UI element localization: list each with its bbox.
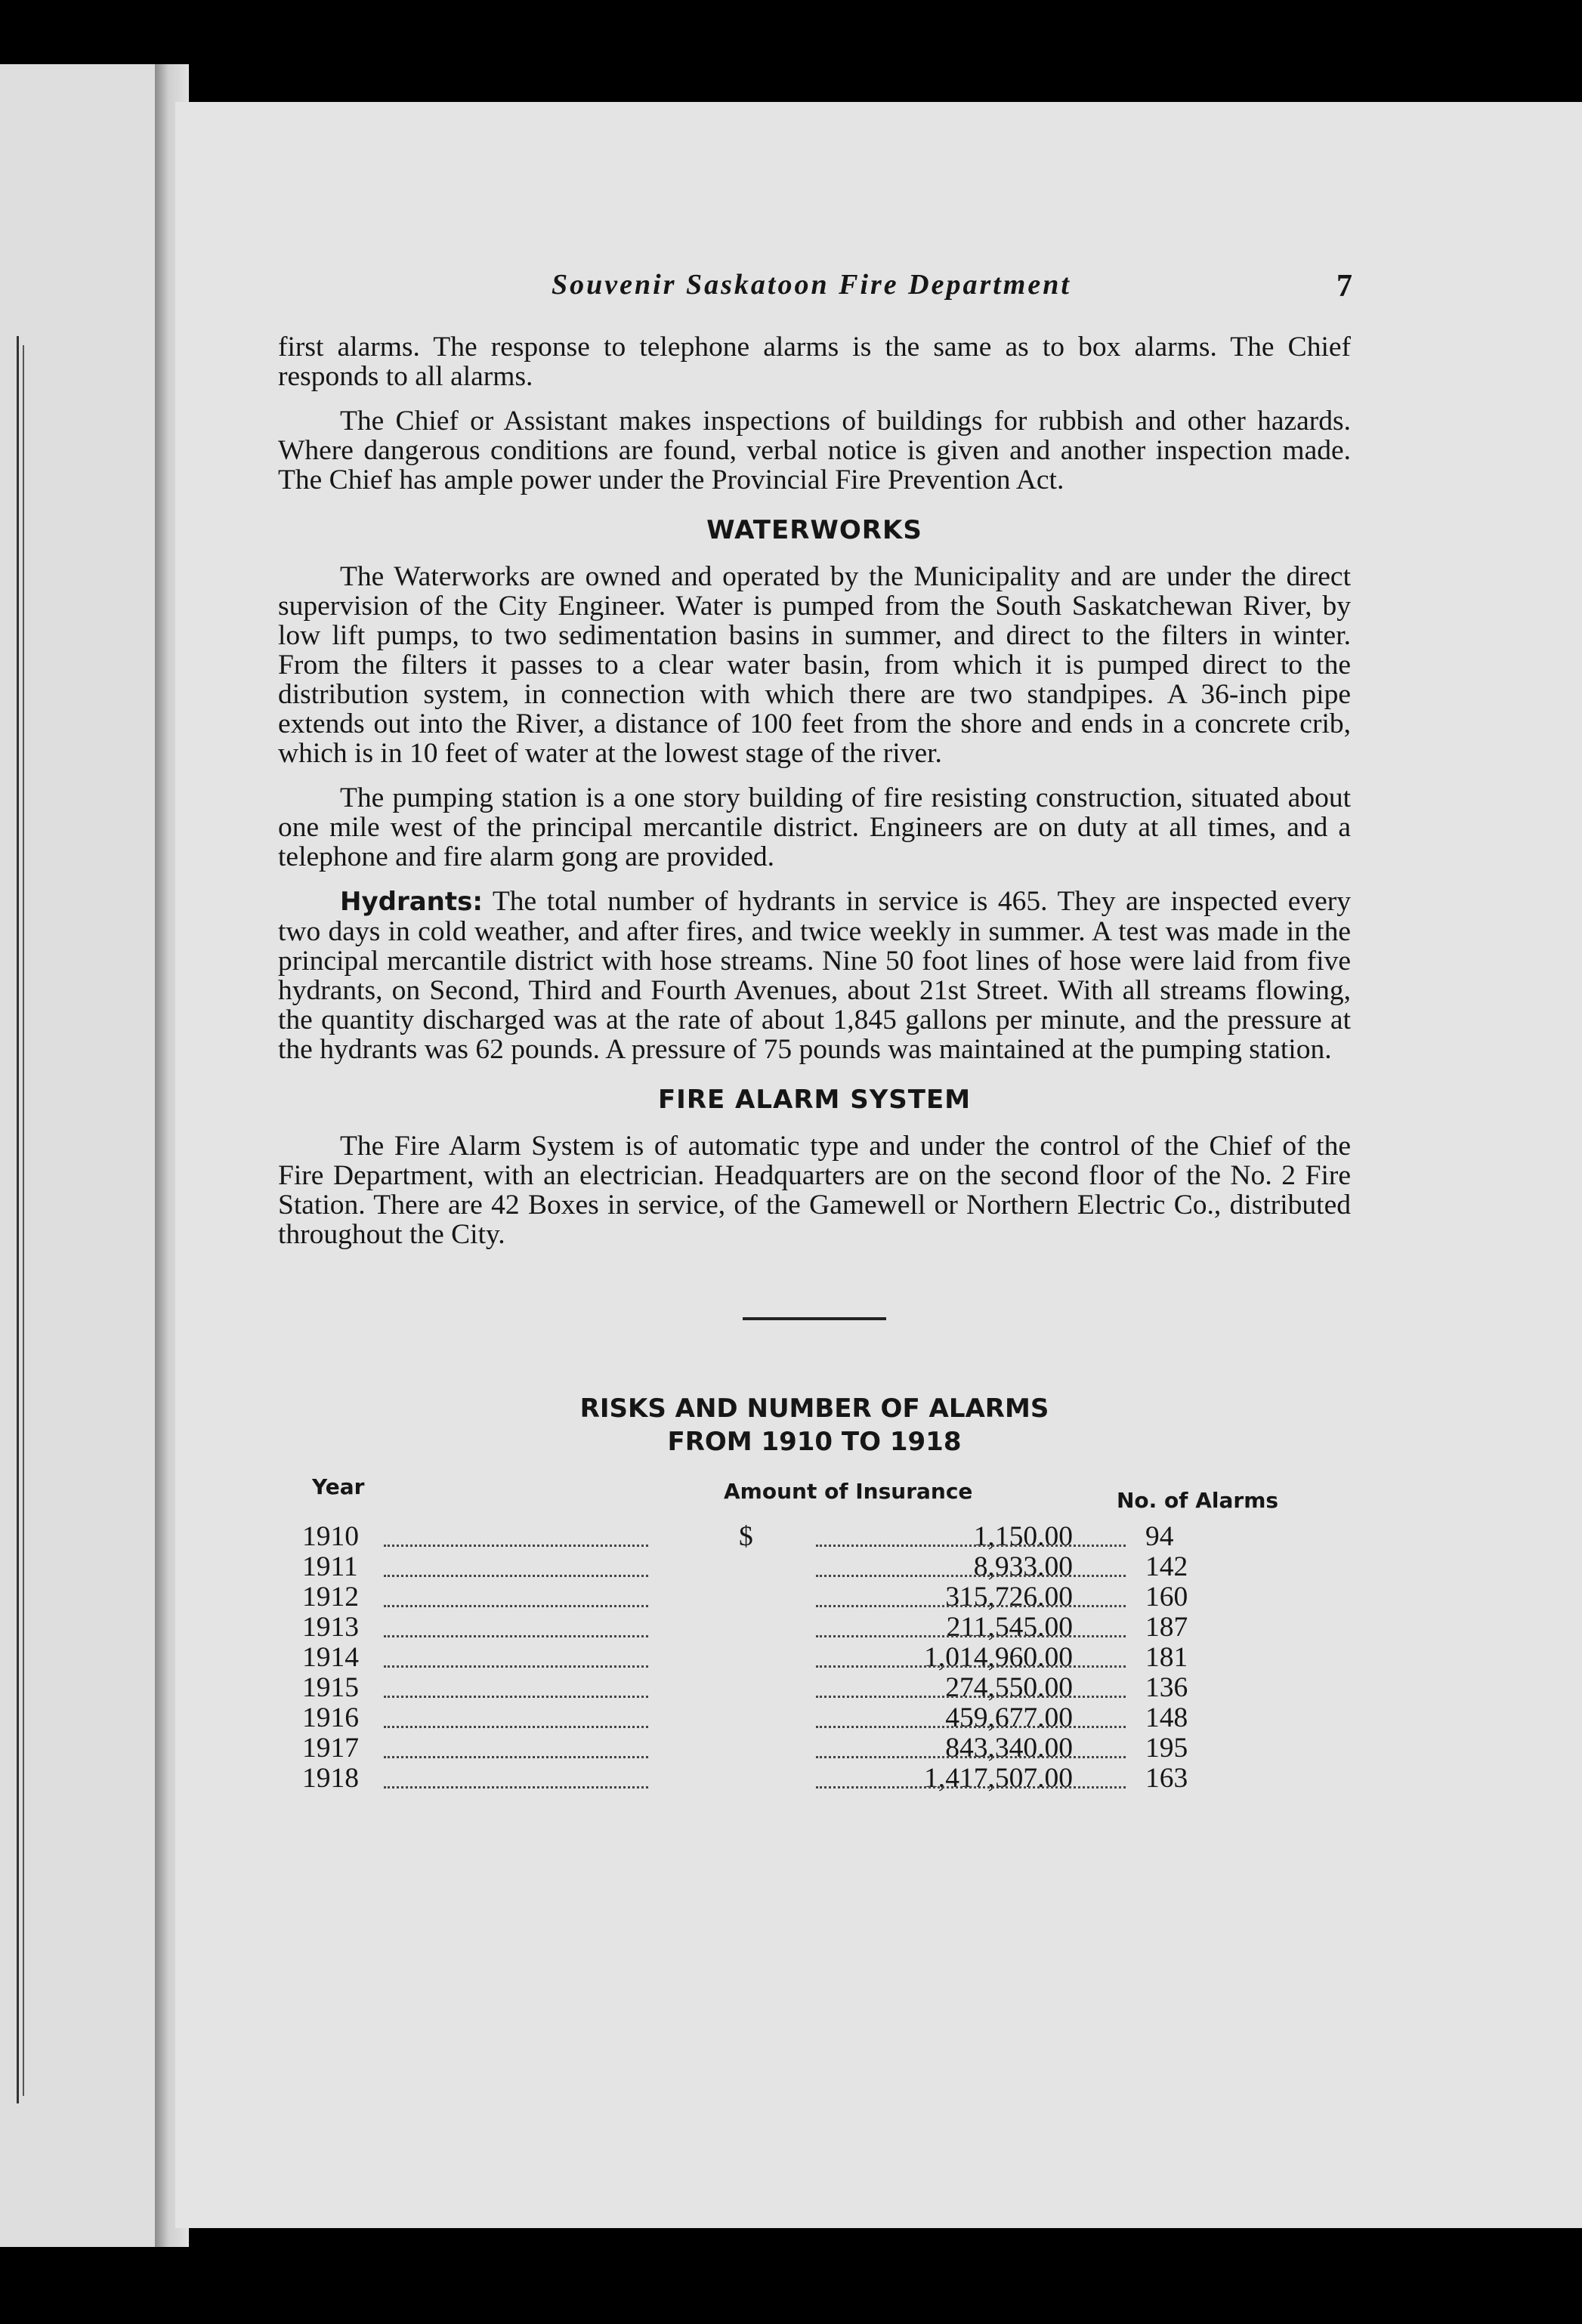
dot-leader <box>384 1575 648 1577</box>
cell-year: 1914 <box>302 1642 359 1673</box>
paragraph: The Chief or Assistant makes inspections of buildings for rubbish and other hazards. Where dangerous conditions are found, verbal notice is given and another inspection made. The Chief has ample power under the Provincial Fire Prevention Act. <box>278 406 1351 495</box>
cell-amount: 315,726.00 <box>945 1582 1073 1613</box>
previous-page-edge <box>0 64 155 2247</box>
table-row <box>278 1552 1351 1582</box>
cell-alarms: 163 <box>1145 1763 1188 1794</box>
cell-amount: 211,545.00 <box>946 1612 1073 1643</box>
table-title-line: RISKS AND NUMBER OF ALARMS <box>579 1393 1049 1424</box>
cell-year: 1918 <box>302 1763 359 1794</box>
dot-leader <box>384 1756 648 1758</box>
dot-leader <box>816 1665 1126 1668</box>
page-border-rule <box>0 345 24 2096</box>
table-row <box>278 1522 1351 1552</box>
dot-leader <box>816 1726 1126 1728</box>
cell-year: 1912 <box>302 1582 359 1613</box>
cell-alarms: 195 <box>1145 1733 1188 1764</box>
cell-year: 1915 <box>302 1672 359 1703</box>
cell-amount: 274,550.00 <box>945 1672 1073 1703</box>
dot-leader <box>384 1665 648 1668</box>
table-column-headers <box>278 1472 1351 1522</box>
cell-amount: 459,677.00 <box>945 1702 1073 1733</box>
cell-amount: 1,150.00 <box>973 1521 1073 1552</box>
dot-leader <box>816 1605 1126 1607</box>
dot-leader <box>816 1635 1126 1637</box>
cell-amount: 1,417,507.00 <box>924 1763 1073 1794</box>
dot-leader <box>816 1545 1126 1547</box>
paragraph: first alarms. The response to telephone alarms is the same as to box alarms. The Chief responds to all alarms. <box>278 332 1351 392</box>
currency-symbol: $ <box>739 1521 753 1552</box>
dot-leader <box>384 1635 648 1637</box>
table-row <box>278 1703 1351 1733</box>
paragraph: The pumping station is a one story building of fire resisting construction, situated about one mile west of the principal mercantile district. Engineers are on duty at all times, and a telephone and fire alarm gong are provided. <box>278 782 1351 872</box>
cell-year: 1910 <box>302 1521 359 1552</box>
cell-amount: 1,014,960.00 <box>924 1642 1073 1673</box>
dot-leader <box>816 1575 1126 1577</box>
section-heading-waterworks: WATERWORKS <box>706 515 922 545</box>
table-row <box>278 1582 1351 1613</box>
cell-year: 1916 <box>302 1702 359 1733</box>
column-header-amount: Amount of Insurance <box>724 1479 973 1504</box>
cell-alarms: 148 <box>1145 1702 1188 1733</box>
cell-alarms: 187 <box>1145 1612 1188 1643</box>
page-content <box>278 332 1351 1794</box>
table-row <box>278 1733 1351 1764</box>
cell-alarms: 94 <box>1145 1521 1174 1552</box>
column-header-alarms: No. of Alarms <box>1117 1488 1279 1513</box>
dot-leader <box>384 1726 648 1728</box>
table-row <box>278 1764 1351 1794</box>
cell-alarms: 181 <box>1145 1642 1188 1673</box>
table-row <box>278 1613 1351 1643</box>
hydrants-text: The total number of hydrants in service is 465. They are inspected every two days in cold weather, and after fires, and twice weekly in summer. A test was made in the principal mercantile district with hose streams. Nine 50 foot lines of hose were laid from five hydrants, on Second, Third and Fourth Avenues, about 21st Street. With all streams flowing, the quantity discharged was at the rate of about 1,845 gallons per minute, and the pressure at the hydrants was 62 pounds. A pressure of 75 pounds was maintained at the pumping station. <box>278 886 1351 1065</box>
table-title <box>278 1392 1351 1458</box>
hydrants-label: Hydrants: <box>340 887 483 917</box>
running-head: Souvenir Saskatoon Fire Department <box>552 269 1071 301</box>
table-row <box>278 1673 1351 1703</box>
section-heading-fire-alarm: FIRE ALARM SYSTEM <box>657 1085 972 1115</box>
table-title-line: FROM 1910 TO 1918 <box>667 1427 962 1457</box>
page-header <box>552 268 1352 304</box>
cell-alarms: 136 <box>1145 1672 1188 1703</box>
table-row <box>278 1643 1351 1673</box>
cell-alarms: 142 <box>1145 1551 1188 1582</box>
table-body <box>278 1522 1351 1794</box>
cell-year: 1917 <box>302 1733 359 1764</box>
dot-leader <box>384 1605 648 1607</box>
dot-leader <box>384 1786 648 1789</box>
dot-leader <box>816 1786 1126 1789</box>
dot-leader <box>816 1696 1126 1698</box>
paragraph-hydrants <box>278 887 1351 1064</box>
cell-year: 1913 <box>302 1612 359 1643</box>
dot-leader <box>384 1696 648 1698</box>
cell-amount: 843,340.00 <box>945 1733 1073 1764</box>
paragraph: The Waterworks are owned and operated by the Municipality and are under the direct supervision of the City Engineer. Water is pumped from the South Saskatchewan River, by low lift pumps, to two sedimentation basins in summer, and direct to the filters in winter. From the filters it passes to a clear water basin, from which it is pumped direct to the distribution system, in connection with which there are two standpipes. A 36-inch pipe extends out into the River, a distance of 100 feet from the shore and ends in a concrete crib, which is in 10 feet of water at the lowest stage of the river. <box>278 561 1351 769</box>
column-header-year: Year <box>312 1474 365 1499</box>
section-divider <box>743 1317 886 1320</box>
cell-alarms: 160 <box>1145 1582 1188 1613</box>
dot-leader <box>816 1756 1126 1758</box>
page-number: 7 <box>1336 269 1352 304</box>
paragraph: The Fire Alarm System is of automatic type and under the control of the Chief of the Fire Department, with an electrician. Headquarters are on the second floor of the No. 2 Fire Station. There are 42 Boxes in service, of the Gamewell or Northern Electric Co., distributed throughout the City. <box>278 1131 1351 1250</box>
cell-year: 1911 <box>302 1551 358 1582</box>
dot-leader <box>384 1545 648 1547</box>
cell-amount: 8,933.00 <box>973 1551 1073 1582</box>
